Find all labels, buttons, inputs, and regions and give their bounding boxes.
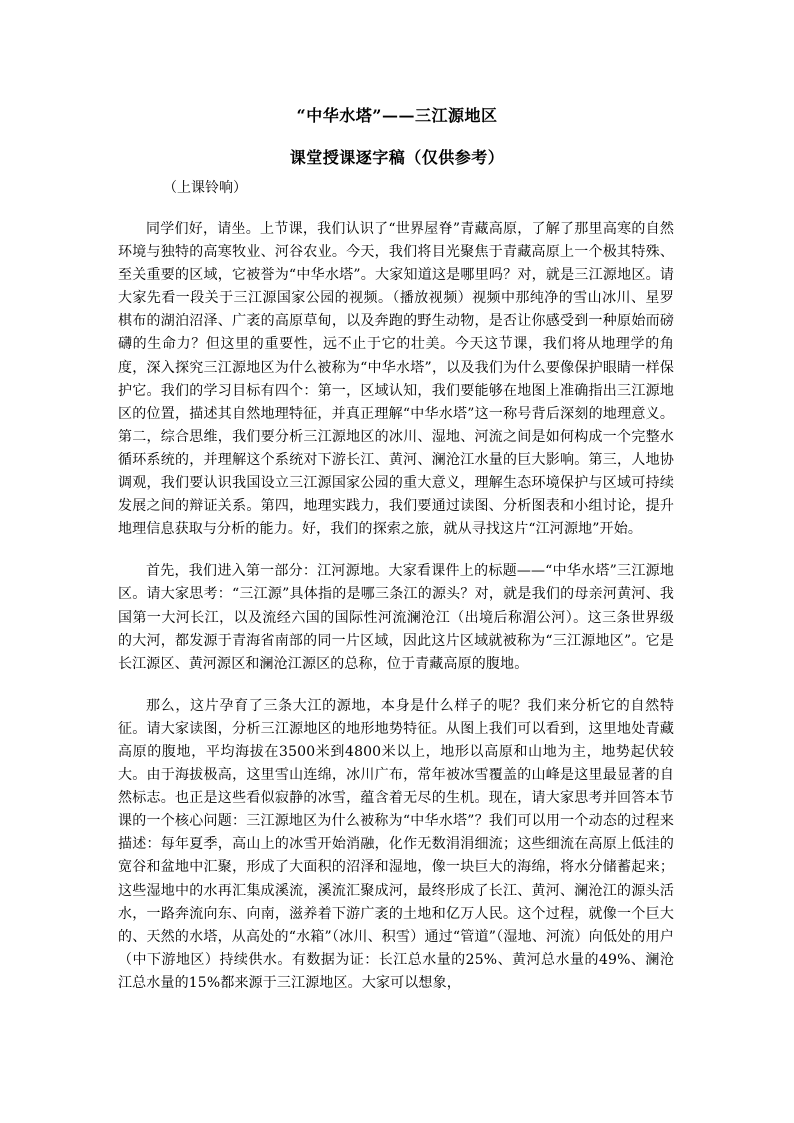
paragraph-2: 首先，我们进入第一部分：江河源地。大家看课件上的标题——“中华水塔”三江源地区。请大家思考：“三江源”具体指的是哪三条江的源头？对，就是我们的母亲河黄河、我国第一大河长江，以及流经六国的国际性河流澜沧江（出境后称湄公河）。这三条世界级的大河，都发源于青海省南部的同一片区域，因此这片区域就被称为“三江源地区”。它是长江源区、黄河源区和澜沧江源区的总称，位于青藏高原的腹地。 xyxy=(118,563,674,672)
document-title: “中华水塔”——三江源地区 xyxy=(296,106,498,125)
document-subtitle: 课堂授课逐字稿（仅供参考） xyxy=(289,148,505,167)
paragraph-1: 同学们好，请坐。上节课，我们认识了“世界屋脊”青藏高原，了解了那里高寒的自然环境与独特的高寒牧业、河谷农业。今天，我们将目光聚焦于青藏高原上一个极其特殊、至关重要的区域，它被誉为“中华水塔”。大家知道这是哪里吗？对，就是三江源地区。请大家先看一段关于三江源国家公园的视频。（播放视频）视频中那纯净的雪山冰川、星罗棋布的湖泊沼泽、广袤的高原草甸，以及奔跑的野生动物，是否让你感受到一种原始而磅礴的生命力？但这里的重要性，远不止于它的壮美。今天这节课，我们将从地理学的角度，深入探究三江源地区为什么被称为“中华水塔”，以及我们为什么要像保护眼睛一样保护它。我们的学习目标有四个：第一，区域认知，我们要能够在地图上准确指出三江源地区的位置，描述其自然地理特征，并真正理解“中华水塔”这一称号背后深刻的地理意义。第二，综合思维，我们要分析三江源地区的冰川、湿地、河流之间是如何构成一个完整水循环系统的，并理解这个系统对下游长江、黄河、澜沧江水量的巨大影响。第三，人地协调观，我们要认识我国设立三江源国家公园的重大意义，理解生态环境保护与区域可持续发展之间的辩证关系。第四，地理实践力，我们要通过读图、分析图表和小组讨论，提升地理信息获取与分析的能力。好，我们的探索之旅，就从寻找这片“江河源地”开始。 xyxy=(118,221,674,538)
paragraph-3: 那么，这片孕育了三条大江的源地，本身是什么样子的呢？我们来分析它的自然特征。请大家读图，分析三江源地区的地形地势特征。从图上我们可以看到，这里地处青藏高原的腹地，平均海拔在3500米到4800米以上，地形以高原和山地为主，地势起伏较大。由于海拔极高，这里雪山连绵，冰川广布，常年被冰雪覆盖的山峰是这里最显著的自然标志。也正是这些看似寂静的冰雪，蕴含着无尽的生机。现在，请大家思考并回答本节课的一个核心问题：三江源地区为什么被称为“中华水塔”？我们可以用一个动态的过程来描述：每年夏季，高山上的冰雪开始消融，化作无数涓涓细流；这些细流在高原上低洼的宽谷和盆地中汇聚，形成了大面积的沼泽和湿地，像一块巨大的海绵，将水分储蓄起来；这些湿地中的水再汇集成溪流，溪流汇聚成河，最终形成了长江、黄河、澜沧江的源头活水，一路奔流向东、向南，滋养着下游广袤的土地和亿万人民。这个过程，就像一个巨大的、天然的水塔，从高处的“水箱”（冰川、积雪）通过“管道”（湿地、河流）向低处的用户（中下游地区）持续供水。有数据为证：长江总水量的25%、黄河总水量的49%、澜沧江总水量的15%都来源于三江源地区。大家可以想象， xyxy=(118,697,674,991)
transcript-body xyxy=(118,218,674,1014)
stage-note: （上课铃响） xyxy=(163,180,247,196)
